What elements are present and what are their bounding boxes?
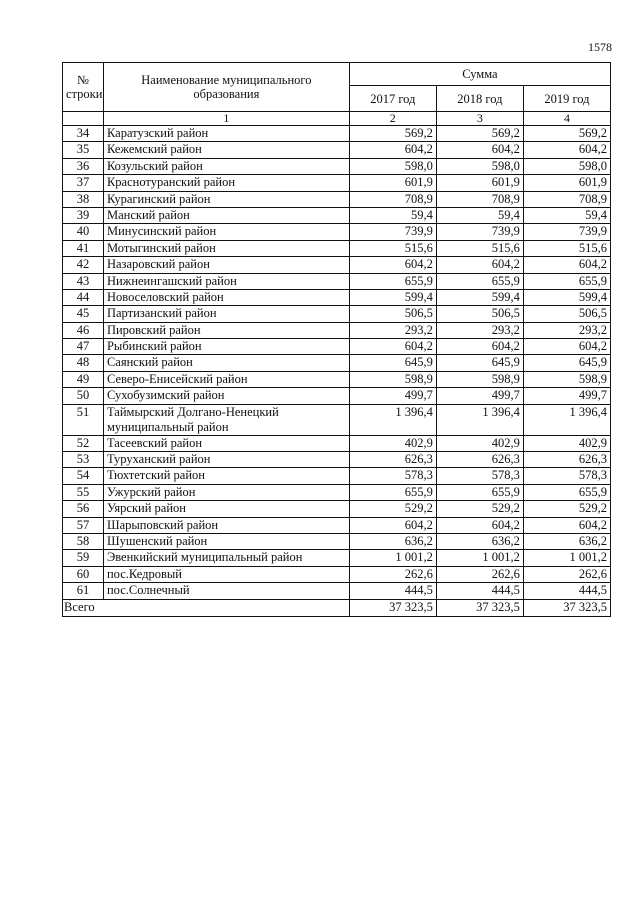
value-2017: 739,9	[349, 224, 436, 240]
table-row	[63, 371, 611, 387]
value-2017: 578,3	[349, 468, 436, 484]
value-2019: 1 001,2	[523, 550, 610, 566]
table-row	[63, 355, 611, 371]
value-2018: 499,7	[436, 388, 523, 404]
value-2018: 598,0	[436, 158, 523, 174]
value-2018: 739,9	[436, 224, 523, 240]
table-body	[63, 126, 611, 600]
row-number: 36	[63, 158, 104, 174]
header-municipality-name: Наименование муниципального образования	[103, 63, 349, 112]
row-number: 49	[63, 371, 104, 387]
value-2019: 569,2	[523, 126, 610, 142]
table-row	[63, 322, 611, 338]
municipality-name: Тасеевский район	[103, 435, 349, 451]
value-2017: 604,2	[349, 517, 436, 533]
value-2019: 598,9	[523, 371, 610, 387]
value-2019: 636,2	[523, 533, 610, 549]
value-2018: 655,9	[436, 484, 523, 500]
budget-table	[62, 62, 611, 617]
municipality-name: Таймырский Долгано-Ненецкий муниципальный район	[103, 404, 349, 435]
value-2017: 529,2	[349, 501, 436, 517]
value-2017: 636,2	[349, 533, 436, 549]
value-2018: 604,2	[436, 142, 523, 158]
column-index	[63, 112, 104, 126]
header-year-2018: 2018 год	[436, 86, 523, 112]
value-2017: 598,0	[349, 158, 436, 174]
table-row	[63, 142, 611, 158]
value-2019: 604,2	[523, 142, 610, 158]
row-number: 53	[63, 452, 104, 468]
value-2017: 645,9	[349, 355, 436, 371]
value-2017: 262,6	[349, 566, 436, 582]
value-2018: 515,6	[436, 240, 523, 256]
column-index: 1	[103, 112, 349, 126]
municipality-name: Северо-Енисейский район	[103, 371, 349, 387]
table-row	[63, 435, 611, 451]
municipality-name: Саянский район	[103, 355, 349, 371]
value-2017: 599,4	[349, 289, 436, 305]
header-year-2017: 2017 год	[349, 86, 436, 112]
table-row	[63, 224, 611, 240]
value-2019: 1 396,4	[523, 404, 610, 435]
table-row	[63, 207, 611, 223]
municipality-name: Каратузский район	[103, 126, 349, 142]
value-2017: 1 001,2	[349, 550, 436, 566]
value-2017: 655,9	[349, 484, 436, 500]
row-number: 47	[63, 339, 104, 355]
value-2019: 739,9	[523, 224, 610, 240]
value-2019: 626,3	[523, 452, 610, 468]
table-row	[63, 404, 611, 435]
value-2018: 604,2	[436, 257, 523, 273]
column-index-row	[63, 112, 611, 126]
value-2018: 599,4	[436, 289, 523, 305]
value-2017: 499,7	[349, 388, 436, 404]
municipality-name: пос.Кедровый	[103, 566, 349, 582]
row-number: 54	[63, 468, 104, 484]
municipality-name: Шушенский район	[103, 533, 349, 549]
municipality-name: Туруханский район	[103, 452, 349, 468]
row-number: 56	[63, 501, 104, 517]
table-row	[63, 517, 611, 533]
municipality-name: Козульский район	[103, 158, 349, 174]
table-row	[63, 273, 611, 289]
municipality-name: Уярский район	[103, 501, 349, 517]
municipality-name: Минусинский район	[103, 224, 349, 240]
table-row	[63, 240, 611, 256]
header-num-label: строки	[66, 87, 103, 101]
value-2018: 444,5	[436, 583, 523, 599]
municipality-name: Кежемский район	[103, 142, 349, 158]
value-2019: 293,2	[523, 322, 610, 338]
value-2018: 598,9	[436, 371, 523, 387]
total-value-2017: 37 323,5	[349, 599, 436, 616]
value-2018: 601,9	[436, 175, 523, 191]
value-2019: 59,4	[523, 207, 610, 223]
total-label: Всего	[63, 599, 350, 616]
table-row	[63, 257, 611, 273]
municipality-name: Новоселовский район	[103, 289, 349, 305]
value-2018: 604,2	[436, 339, 523, 355]
header-sum: Сумма	[349, 63, 610, 86]
municipality-name: Назаровский район	[103, 257, 349, 273]
value-2017: 59,4	[349, 207, 436, 223]
municipality-name: Рыбинский район	[103, 339, 349, 355]
row-number: 45	[63, 306, 104, 322]
value-2018: 604,2	[436, 517, 523, 533]
value-2019: 262,6	[523, 566, 610, 582]
municipality-name: пос.Солнечный	[103, 583, 349, 599]
row-number: 52	[63, 435, 104, 451]
value-2018: 529,2	[436, 501, 523, 517]
total-value-2019: 37 323,5	[523, 599, 610, 616]
table-row	[63, 533, 611, 549]
row-number: 57	[63, 517, 104, 533]
value-2017: 506,5	[349, 306, 436, 322]
value-2017: 1 396,4	[349, 404, 436, 435]
value-2018: 293,2	[436, 322, 523, 338]
value-2017: 293,2	[349, 322, 436, 338]
value-2019: 402,9	[523, 435, 610, 451]
value-2017: 626,3	[349, 452, 436, 468]
row-number: 51	[63, 404, 104, 435]
row-number: 39	[63, 207, 104, 223]
table-row	[63, 306, 611, 322]
value-2019: 515,6	[523, 240, 610, 256]
municipality-name: Пировский район	[103, 322, 349, 338]
value-2019: 604,2	[523, 517, 610, 533]
column-index: 2	[349, 112, 436, 126]
value-2019: 645,9	[523, 355, 610, 371]
value-2018: 506,5	[436, 306, 523, 322]
table-row	[63, 339, 611, 355]
row-number: 43	[63, 273, 104, 289]
value-2019: 655,9	[523, 484, 610, 500]
row-number: 41	[63, 240, 104, 256]
value-2017: 444,5	[349, 583, 436, 599]
header-num-symbol: №	[77, 73, 89, 87]
row-number: 37	[63, 175, 104, 191]
value-2017: 655,9	[349, 273, 436, 289]
municipality-name: Краснотуранский район	[103, 175, 349, 191]
value-2019: 598,0	[523, 158, 610, 174]
table-row	[63, 388, 611, 404]
table-row	[63, 468, 611, 484]
row-number: 38	[63, 191, 104, 207]
total-row	[63, 599, 611, 616]
municipality-name: Шарыповский район	[103, 517, 349, 533]
value-2018: 402,9	[436, 435, 523, 451]
municipality-name: Сухобузимский район	[103, 388, 349, 404]
municipality-name: Эвенкийский муниципальный район	[103, 550, 349, 566]
table-row	[63, 566, 611, 582]
value-2017: 708,9	[349, 191, 436, 207]
row-number: 59	[63, 550, 104, 566]
value-2019: 601,9	[523, 175, 610, 191]
table-row	[63, 191, 611, 207]
table-row	[63, 583, 611, 599]
value-2017: 604,2	[349, 339, 436, 355]
value-2019: 708,9	[523, 191, 610, 207]
value-2019: 604,2	[523, 339, 610, 355]
table-row	[63, 501, 611, 517]
table-row	[63, 550, 611, 566]
row-number: 61	[63, 583, 104, 599]
value-2018: 645,9	[436, 355, 523, 371]
table-row	[63, 452, 611, 468]
row-number: 40	[63, 224, 104, 240]
row-number: 48	[63, 355, 104, 371]
value-2018: 262,6	[436, 566, 523, 582]
row-number: 35	[63, 142, 104, 158]
value-2019: 444,5	[523, 583, 610, 599]
row-number: 44	[63, 289, 104, 305]
municipality-name: Партизанский район	[103, 306, 349, 322]
table-row	[63, 289, 611, 305]
value-2019: 506,5	[523, 306, 610, 322]
value-2018: 655,9	[436, 273, 523, 289]
row-number: 55	[63, 484, 104, 500]
row-number: 50	[63, 388, 104, 404]
value-2017: 598,9	[349, 371, 436, 387]
row-number: 60	[63, 566, 104, 582]
value-2018: 636,2	[436, 533, 523, 549]
municipality-name: Ужурский район	[103, 484, 349, 500]
value-2017: 604,2	[349, 142, 436, 158]
header-row-number	[63, 63, 104, 112]
value-2017: 515,6	[349, 240, 436, 256]
value-2018: 59,4	[436, 207, 523, 223]
value-2019: 578,3	[523, 468, 610, 484]
row-number: 34	[63, 126, 104, 142]
row-number: 42	[63, 257, 104, 273]
row-number: 58	[63, 533, 104, 549]
header-year-2019: 2019 год	[523, 86, 610, 112]
municipality-name: Курагинский район	[103, 191, 349, 207]
municipality-name: Манский район	[103, 207, 349, 223]
table-row	[63, 158, 611, 174]
column-index: 4	[523, 112, 610, 126]
table-row	[63, 126, 611, 142]
value-2018: 708,9	[436, 191, 523, 207]
table-row	[63, 484, 611, 500]
value-2018: 626,3	[436, 452, 523, 468]
value-2019: 604,2	[523, 257, 610, 273]
value-2019: 499,7	[523, 388, 610, 404]
value-2019: 599,4	[523, 289, 610, 305]
municipality-name: Мотыгинский район	[103, 240, 349, 256]
value-2017: 601,9	[349, 175, 436, 191]
municipality-name: Тюхтетский район	[103, 468, 349, 484]
page-number: 1578	[588, 40, 612, 54]
value-2019: 655,9	[523, 273, 610, 289]
value-2018: 1 396,4	[436, 404, 523, 435]
municipality-name: Нижнеингашский район	[103, 273, 349, 289]
total-value-2018: 37 323,5	[436, 599, 523, 616]
value-2018: 578,3	[436, 468, 523, 484]
value-2017: 402,9	[349, 435, 436, 451]
value-2018: 1 001,2	[436, 550, 523, 566]
value-2017: 569,2	[349, 126, 436, 142]
column-index: 3	[436, 112, 523, 126]
table-row	[63, 175, 611, 191]
value-2017: 604,2	[349, 257, 436, 273]
row-number: 46	[63, 322, 104, 338]
value-2018: 569,2	[436, 126, 523, 142]
value-2019: 529,2	[523, 501, 610, 517]
